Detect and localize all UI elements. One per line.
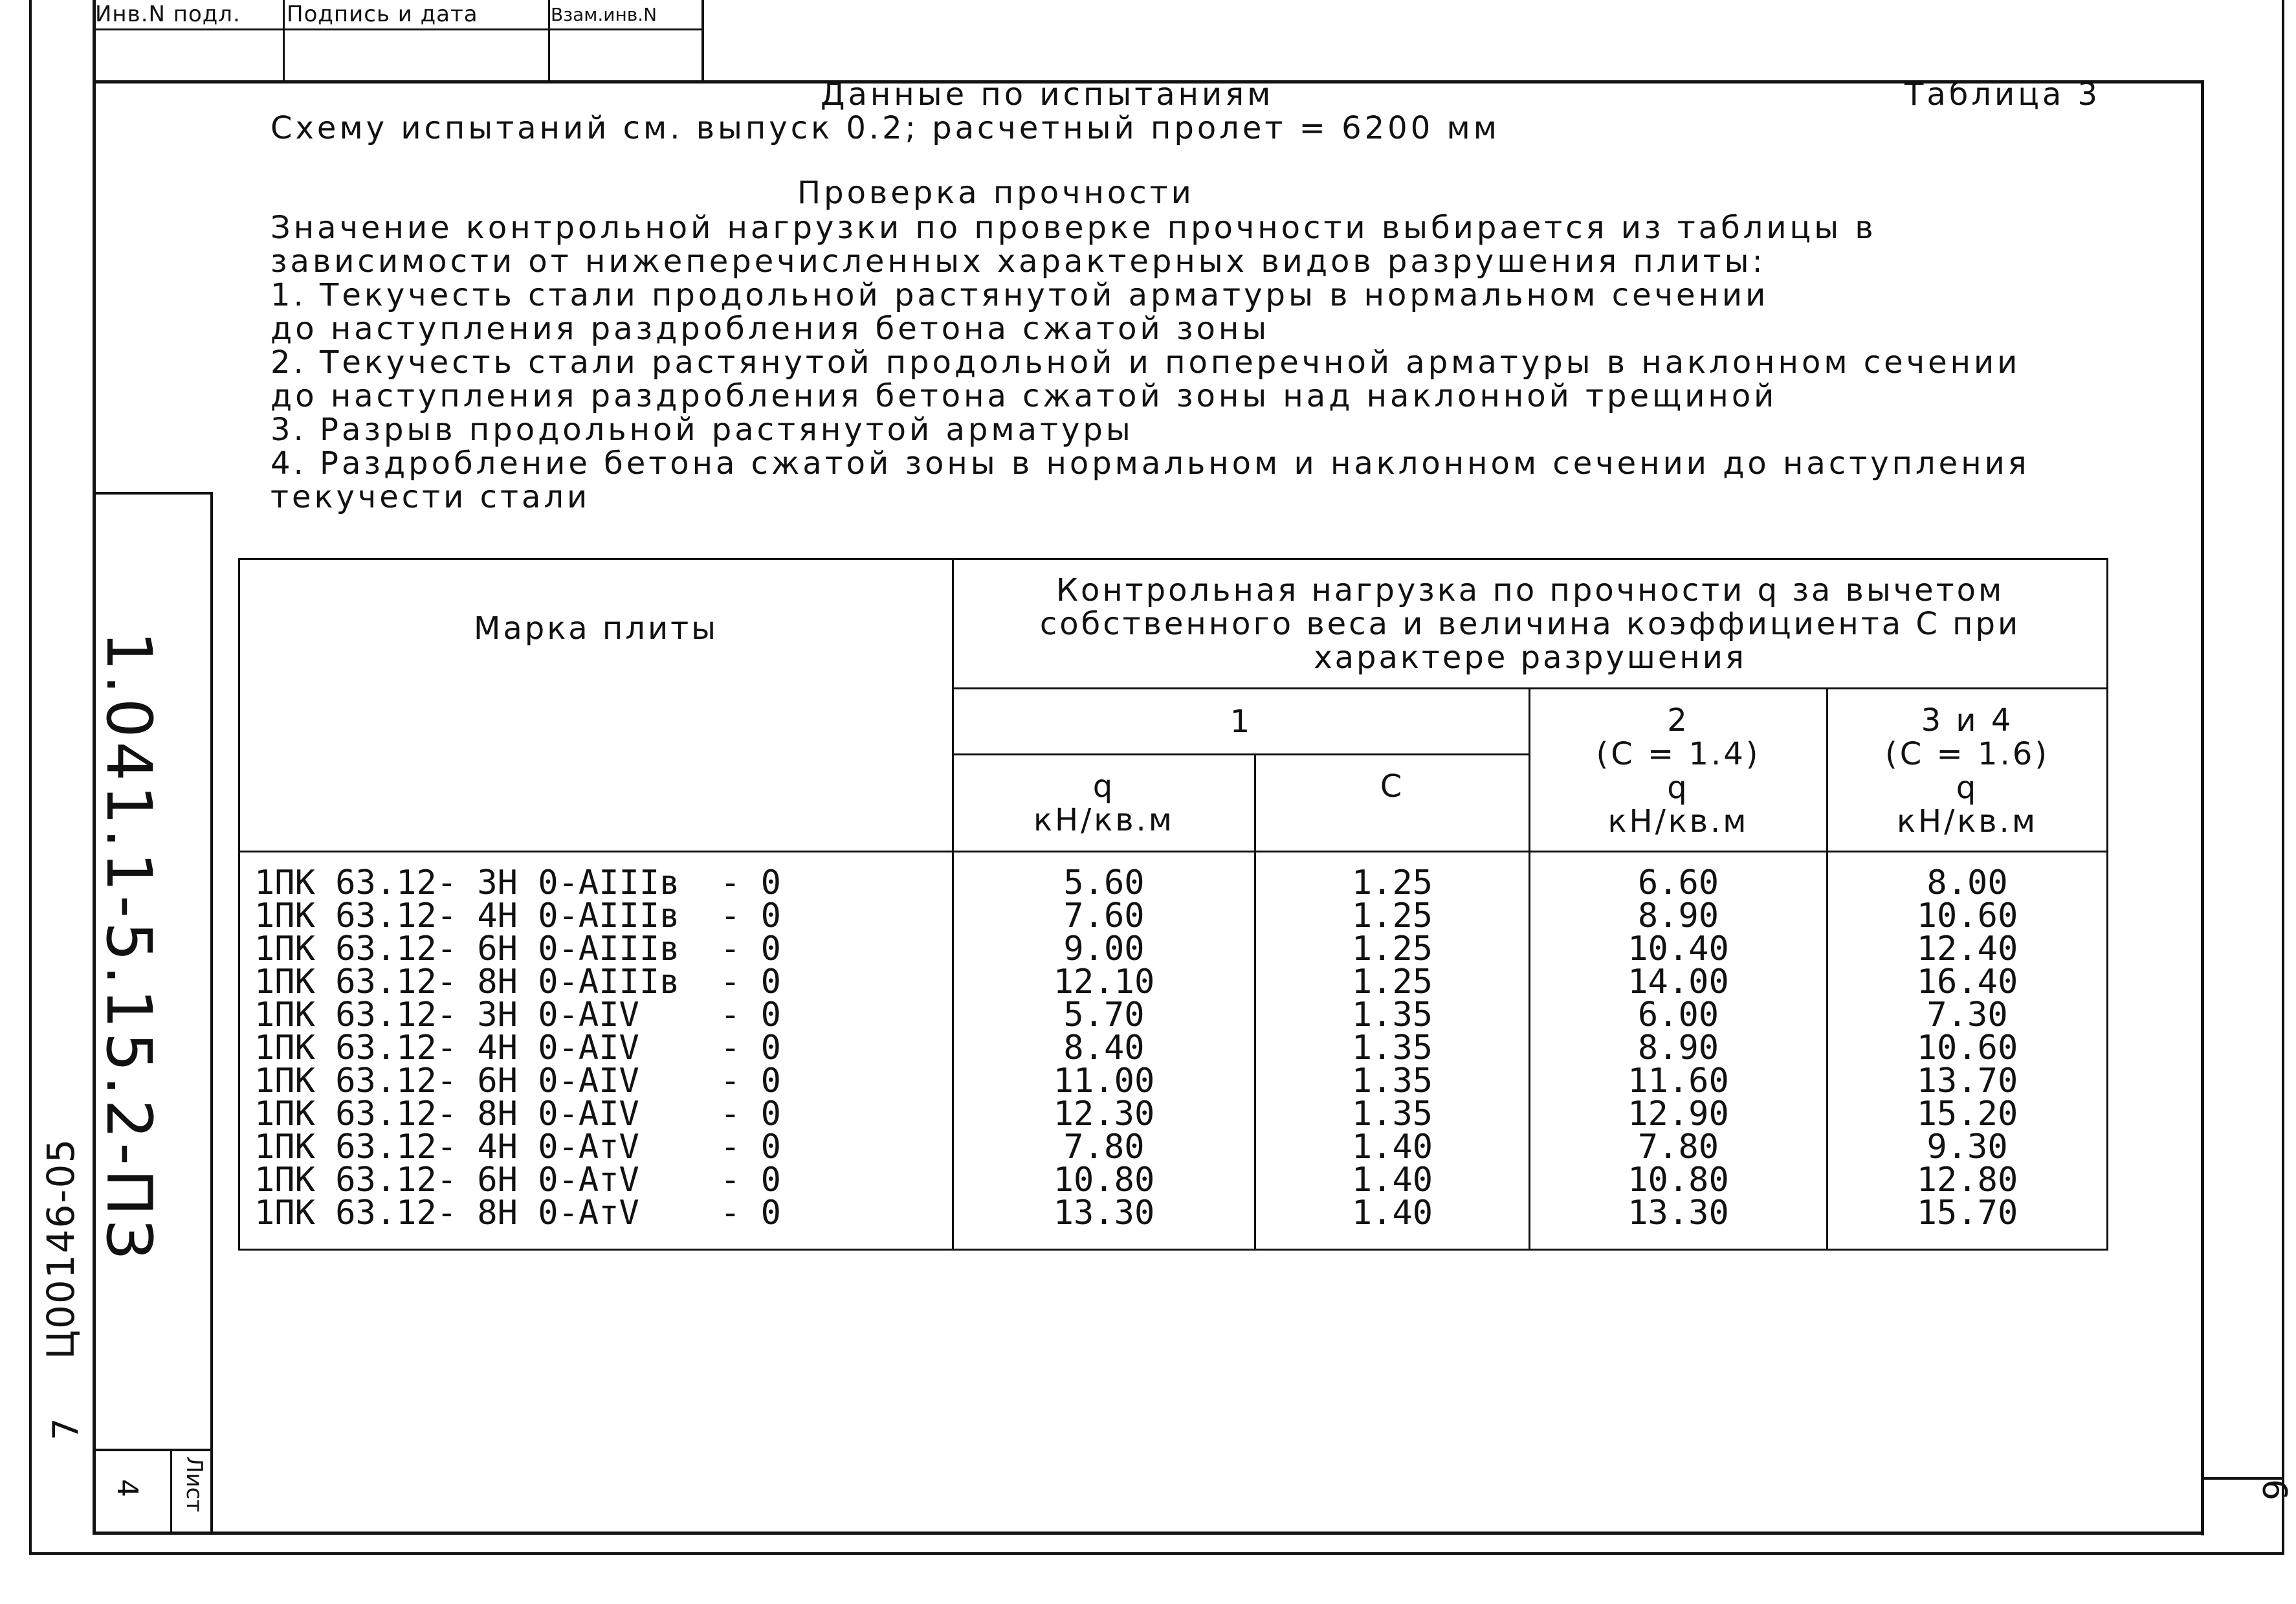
sheet-number: 4: [111, 1479, 144, 1497]
stamp-vzam-inv: Взам.инв.N: [551, 4, 657, 25]
header-q1: q: [1092, 768, 1116, 805]
body-line: до наступления раздробления бетона сжатой зоны над наклонной трещиной: [270, 378, 1778, 414]
frame-bottom: [93, 1532, 2203, 1535]
table-row-c: 1.25: [1351, 897, 1433, 935]
q2-cell: [1530, 852, 1827, 1250]
table-row-q34: 7.30: [1926, 996, 2008, 1034]
top-stamp: [93, 0, 704, 83]
table-row-q2: 12.90: [1628, 1095, 1729, 1133]
table-row-c: 1.25: [1351, 963, 1433, 1001]
table-row-q1: 10.80: [1053, 1161, 1155, 1199]
section-body: [270, 211, 2030, 514]
table-row-q34: 16.40: [1916, 963, 2018, 1001]
document-subtitle: Схему испытаний см. выпуск 0.2; расчетный пролет = 6200 мм: [270, 110, 1500, 146]
table-row-c: 1.35: [1351, 1062, 1433, 1100]
stamp-podpis-data: Подпись и дата: [287, 1, 478, 27]
body-line: 1. Текучесть стали продольной растянутой арматуры в нормальном сечении: [270, 277, 1769, 313]
table-row-mark: 1ПК 63.12- 6Н 0-AтV - 0: [254, 1161, 781, 1199]
strip-top: [93, 492, 212, 495]
table-row-mark: 1ПК 63.12- 4Н 0-AIV - 0: [254, 1029, 781, 1067]
table-row-mark: 1ПК 63.12- 6Н 0-AIV - 0: [254, 1062, 781, 1100]
table-row-q2: 6.60: [1637, 863, 1719, 902]
header-type-2-coef: (С = 1.4): [1596, 736, 1761, 772]
body-line: Значение контрольной нагрузки по проверке прочности выбирается из таблицы в: [270, 210, 1877, 246]
table-row-mark: 1ПК 63.12- 3Н 0-AIIIв - 0: [254, 863, 781, 902]
header-mark-cell: [239, 559, 953, 852]
table-row-c: 1.40: [1351, 1161, 1433, 1199]
table-row-q34: 10.60: [1916, 897, 2018, 935]
table-row-q2: 7.80: [1637, 1128, 1719, 1166]
table-row-q1: 7.60: [1063, 897, 1145, 935]
table-row-q2: 11.60: [1628, 1062, 1729, 1100]
table-row-q1: 11.00: [1053, 1062, 1155, 1100]
page-number: 9: [2257, 1478, 2296, 1500]
table-row-q1: 12.30: [1053, 1095, 1155, 1133]
table-row-q2: 6.00: [1637, 996, 1719, 1034]
header-type-34-coef: (С = 1.6): [1885, 736, 2050, 772]
table-row-q1: 13.30: [1053, 1194, 1155, 1232]
table-row-q2: 13.30: [1628, 1194, 1729, 1232]
table-row-mark: 1ПК 63.12- 8Н 0-AтV - 0: [254, 1194, 781, 1232]
archive-code: Ц00146-05: [39, 1137, 83, 1359]
marks-cell: [239, 852, 953, 1250]
document-title: Данные по испытаниям: [821, 76, 1274, 113]
header-q-34: q: [1956, 770, 1979, 806]
table-row-q1: 5.60: [1063, 863, 1145, 902]
header-q-2: q: [1667, 770, 1690, 806]
table-row-q34: 12.40: [1916, 930, 2018, 968]
header-type-34: 3 и 4: [1921, 702, 2014, 739]
header-unit-1: кН/кв.м: [1033, 801, 1175, 838]
table-row-q1: 8.40: [1063, 1029, 1145, 1067]
header-group-text: Контрольная нагрузка по прочности q за вычетом собственного веса и величина коэффициента С при характере разрушения: [1039, 572, 2021, 676]
table-row-q34: 13.70: [1916, 1062, 2018, 1100]
load-table: [238, 558, 2108, 1251]
table-row-q34: 15.20: [1916, 1095, 2018, 1133]
table-row-c: 1.25: [1351, 930, 1433, 968]
section-heading: Проверка прочности: [797, 175, 1195, 211]
header-type-34-cell: [1827, 689, 2108, 852]
table-row-q34: 10.60: [1916, 1029, 2018, 1067]
outer-border-left: [29, 0, 32, 1554]
table-row-q2: 10.40: [1628, 930, 1729, 968]
body-line: до наступления раздробления бетона сжатой зоны: [270, 311, 1270, 347]
archive-number: 7: [45, 1418, 86, 1440]
header-type-2-cell: [1530, 689, 1827, 852]
header-c: С: [1255, 755, 1530, 852]
table-row-c: 1.35: [1351, 1029, 1433, 1067]
outer-border-right: [2282, 0, 2284, 1554]
table-row-q1: 9.00: [1063, 930, 1145, 968]
table-row-q1: 5.70: [1063, 996, 1145, 1034]
header-group: [953, 559, 2108, 689]
header-mark: Марка плиты: [473, 610, 719, 647]
table-row-c: 1.25: [1351, 863, 1433, 902]
header-unit-34: кН/кв.м: [1897, 803, 2038, 840]
table-row-mark: 1ПК 63.12- 6Н 0-AIIIв - 0: [254, 930, 781, 968]
table-row-q34: 15.70: [1916, 1194, 2018, 1232]
table-row-q34: 8.00: [1926, 863, 2008, 902]
header-unit-2: кН/кв.м: [1607, 803, 1749, 840]
strip-right: [210, 492, 213, 1534]
doc-code: 1.041.1-5.15.2-ПЗ: [93, 631, 165, 1264]
table-row-q2: 14.00: [1628, 963, 1729, 1001]
table-row-q34: 9.30: [1926, 1128, 2008, 1166]
table-row-mark: 1ПК 63.12- 4Н 0-AIIIв - 0: [254, 897, 781, 935]
body-line: текучести стали: [270, 479, 591, 515]
table-row-q2: 8.90: [1637, 897, 1719, 935]
table-row-q2: 10.80: [1628, 1161, 1729, 1199]
q34-cell: [1827, 852, 2108, 1250]
body-line: 4. Раздробление бетона сжатой зоны в нормальном и наклонном сечении до наступления: [270, 445, 2030, 482]
body-line: 2. Текучесть стали растянутой продольной и поперечной арматуры в наклонном сечении: [270, 344, 2021, 381]
sheet-box-top: [93, 1449, 212, 1451]
table-label: Таблица 3: [1904, 76, 2101, 113]
body-line: 3. Разрыв продольной растянутой арматуры: [270, 412, 1134, 448]
frame-right: [2201, 80, 2204, 1535]
table-row-c: 1.35: [1351, 1095, 1433, 1133]
outer-border-bottom: [29, 1552, 2284, 1555]
sheet-box-divider: [170, 1449, 172, 1534]
header-type-1: 1: [953, 689, 1530, 755]
table-row-mark: 1ПК 63.12- 8Н 0-AIIIв - 0: [254, 963, 781, 1001]
stamp-inv-podl: Инв.N подл.: [95, 1, 241, 27]
body-line: зависимости от нижеперечисленных характерных видов разрушения плиты:: [270, 243, 1766, 280]
q1-cell: [953, 852, 1255, 1250]
header-q1-cell: [953, 755, 1255, 852]
table-row-mark: 1ПК 63.12- 3Н 0-AIV - 0: [254, 996, 781, 1034]
table-row-c: 1.35: [1351, 996, 1433, 1034]
table-row-q2: 8.90: [1637, 1029, 1719, 1067]
table-row-q1: 7.80: [1063, 1128, 1145, 1166]
header-type-2: 2: [1667, 702, 1690, 739]
table-row-mark: 1ПК 63.12- 8Н 0-AIV - 0: [254, 1095, 781, 1133]
table-row-q1: 12.10: [1053, 963, 1155, 1001]
table-row-q34: 12.80: [1916, 1161, 2018, 1199]
sheet-label: Лист: [181, 1456, 207, 1513]
table-row-c: 1.40: [1351, 1194, 1433, 1232]
table-row-c: 1.40: [1351, 1128, 1433, 1166]
table-row-mark: 1ПК 63.12- 4Н 0-AтV - 0: [254, 1128, 781, 1166]
c-cell: [1255, 852, 1530, 1250]
